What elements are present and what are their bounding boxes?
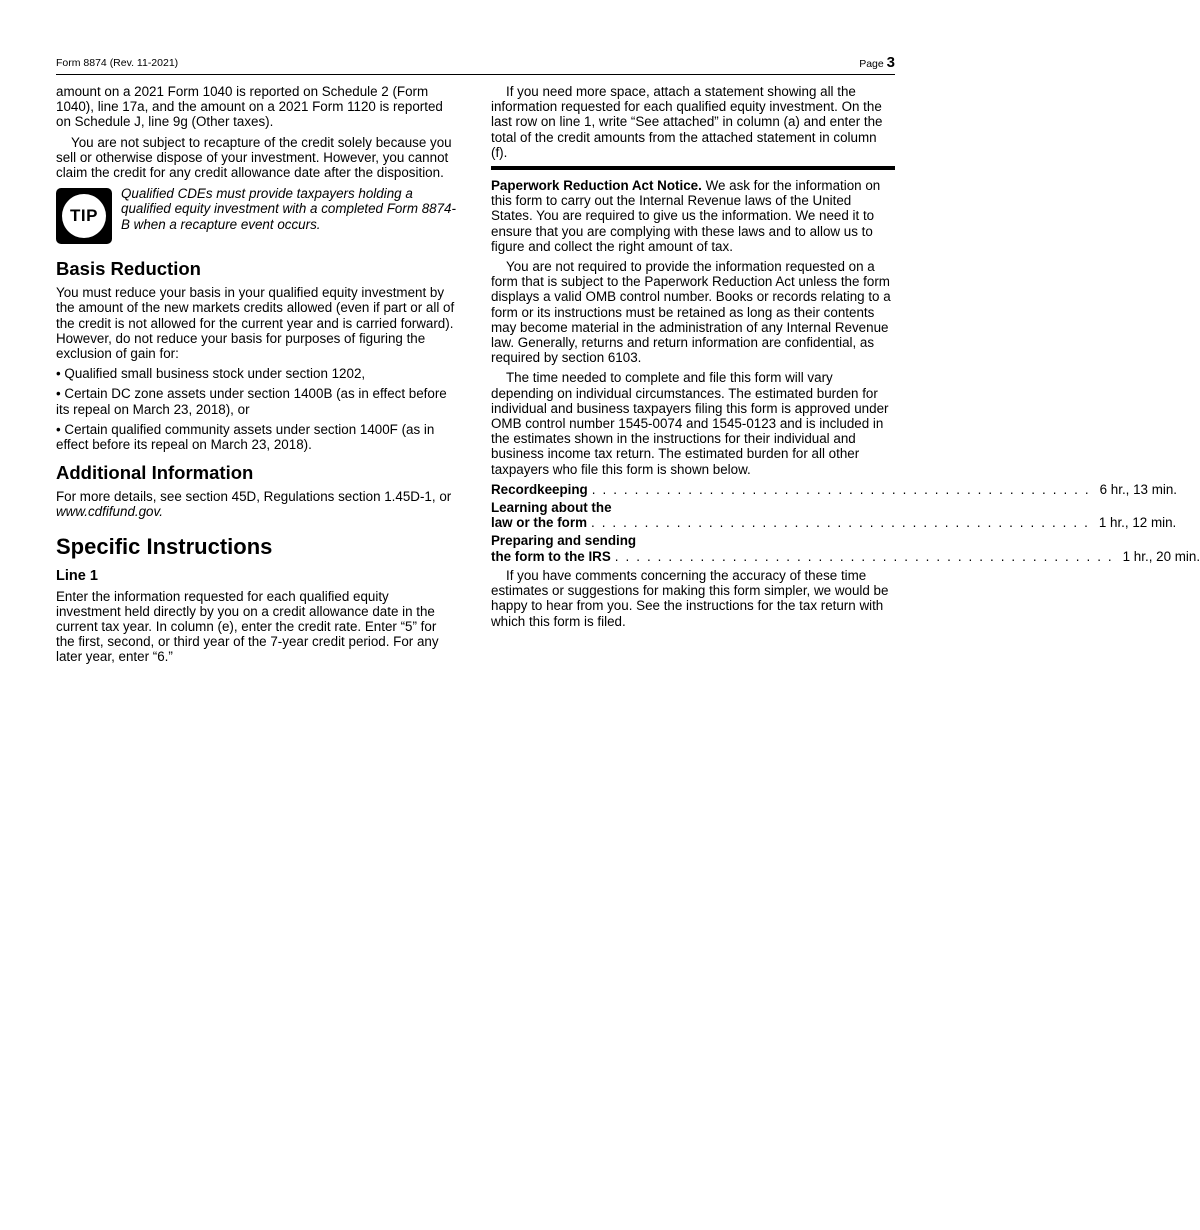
paperwork-notice-title: Paperwork Reduction Act Notice. (491, 178, 702, 194)
additional-information-paragraph (56, 489, 457, 519)
leader-dots: ............................................... (591, 481, 1096, 497)
more-space-paragraph: If you need more space, attach a statement showing all the information requested for each qualified equity investment. On the last row on line 1, write “See attached” in column (a) and enter the total of the credit amounts from the attached statement in column (f). (491, 84, 883, 160)
burden-row (491, 481, 1178, 497)
burden-label: Recordkeeping (491, 481, 588, 497)
burden-label: Preparing and sending (491, 533, 637, 549)
tip-label: TIP (62, 194, 106, 238)
time-estimate-paragraph: The time needed to complete and file this form will vary depending on individual circumstances. The estimated burden for individual and business taxpayers filing this form is approved under OMB control number 1545-0074 and 1545-0123 and is included in the estimates shown in the instructions for their individual and business income tax return. The estimated burden for all other taxpayers who file this form is shown below. (491, 370, 889, 477)
recapture-continued-paragraph: amount on a 2021 Form 1040 is reported on Schedule 2 (Form 1040), line 17a, and the amount on a 2021 Form 1120 is reported on Schedule J, line 9g (Other taxes). (56, 84, 443, 130)
additional-information-text: For more details, see section 45D, Regulations section 1.45D-1, or (56, 489, 452, 505)
burden-time: 1 hr., 20 min. (1122, 548, 1200, 564)
left-column (56, 84, 457, 670)
burden-label: Learning about the (491, 500, 612, 516)
paperwork-notice-text: We ask for the information on this form to carry out the Internal Revenue laws of the United States. You are required to give us the information. We need it to ensure that you are complying with these laws and to allow us to figure and collect the right amount of tax. (491, 178, 881, 254)
basis-reduction-paragraph: You must reduce your basis in your qualified equity investment by the amount of the new markets credits allowed (even if part or all of the credit is not allowed for the current year and is carried forward). However, do not reduce your basis for purposes of figuring the exclusion of gain for: (56, 285, 455, 362)
line-1-paragraph: Enter the information requested for each qualified equity investment held directly by you on a credit allowance date in the current tax year. In column (e), enter the credit rate. Enter “5” for the first, second, or third year of the 7-year credit period. For any later year, enter “6.” (56, 588, 439, 665)
page-header (56, 54, 895, 74)
bullet-item: • Certain qualified community assets under section 1400F (as in effect before its repeal on March 23, 2018). (56, 421, 435, 453)
tip-icon (56, 188, 112, 244)
burden-table (491, 481, 1200, 564)
section-divider (491, 166, 895, 170)
basis-reduction-heading: Basis Reduction (56, 258, 201, 280)
page-number-value: 3 (886, 54, 895, 71)
burden-time: 1 hr., 12 min. (1098, 515, 1177, 531)
disposition-paragraph: You are not subject to recapture of the credit solely because you sell or otherwise dispose of your investment. However, you cannot claim the credit for any credit allowance date after the disposition. (56, 134, 452, 181)
header-divider (56, 74, 895, 75)
bullet-item: • Certain DC zone assets under section 1400B (as in effect before its repeal on March 23, 2018), or (56, 386, 447, 417)
specific-instructions-heading: Specific Instructions (56, 533, 273, 559)
burden-row (491, 533, 1200, 564)
omb-paragraph: You are not required to provide the information requested on a form that is subject to the Paperwork Reduction Act unless the form displays a valid OMB control number. Books or records relating to a form or its instructions must be retained as long as their contents may become material in the administration of any Internal Revenue law. Generally, returns and return information are confidential, as required by section 6103. (491, 259, 891, 366)
additional-information-heading: Additional Information (56, 462, 254, 484)
tip-text: Qualified CDEs must provide taxpayers holding a qualified equity investment with a completed Form 8874-B when a recapture event occurs. (121, 186, 456, 232)
page-number (859, 54, 895, 71)
tip-callout (56, 188, 457, 248)
leader-dots: ............................................... (614, 548, 1119, 564)
cdfifund-link[interactable]: www.cdfifund.gov. (56, 504, 163, 520)
page-label: Page (859, 58, 884, 70)
form-identifier: Form 8874 (Rev. 11-2021) (56, 57, 179, 69)
comments-paragraph: If you have comments concerning the accuracy of these time estimates or suggestions for making this form simpler, we would be happy to hear from you. See the instructions for the tax return with which this form is filed. (491, 567, 889, 629)
line-1-heading: Line 1 (56, 567, 98, 584)
right-column (491, 84, 1200, 634)
bullet-item: • Qualified small business stock under section 1202, (56, 366, 366, 382)
burden-label: the form to the IRS (491, 548, 611, 564)
burden-label: law or the form (491, 515, 587, 531)
burden-row (491, 500, 1177, 531)
paperwork-notice-paragraph (491, 178, 895, 254)
leader-dots: ............................................... (590, 515, 1095, 531)
burden-time: 6 hr., 13 min. (1099, 481, 1178, 497)
